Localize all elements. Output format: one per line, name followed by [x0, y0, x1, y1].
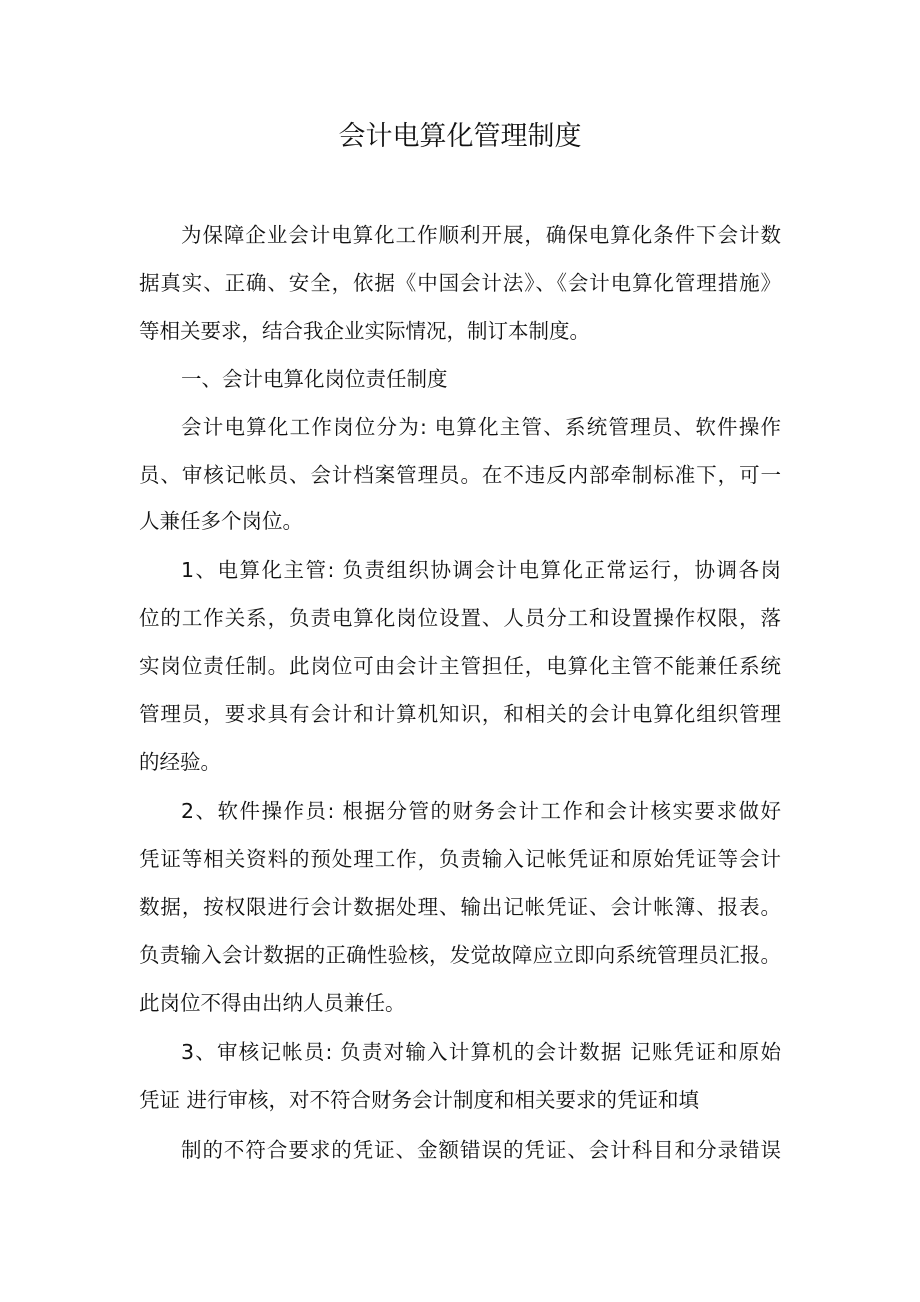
paragraph-line: 位的工作关系，负责电算化岗位设置、人员分工和设置操作权限，落 — [139, 606, 781, 630]
paragraph-line: 管理员，要求具有会计和计算机知识，和相关的会计电算化组织管理 — [139, 702, 781, 726]
paragraph-line: 实岗位责任制。此岗位可由会计主管担任，电算化主管不能兼任系统 — [139, 654, 781, 678]
paragraph-line: 2、软件操作员: 根据分管的财务会计工作和会计核实要求做好 — [181, 799, 781, 823]
paragraph-line: 凭证等相关资料的预处理工作，负责输入记帐凭证和原始凭证等会计 — [139, 847, 781, 871]
paragraph-line: 制的不符合要求的凭证、金额错误的凭证、会计科目和分录错误 — [181, 1138, 781, 1162]
paragraph-line: 负责输入会计数据的正确性验核，发觉故障应立即向系统管理员汇报。 — [139, 943, 781, 967]
paragraph-line: 的经验。 — [139, 750, 221, 774]
paragraph-line: 1、电算化主管: 负责组织协调会计电算化正常运行，协调各岗 — [181, 558, 781, 582]
paragraph-line: 会计电算化工作岗位分为: 电算化主管、系统管理员、软件操作 — [181, 415, 781, 439]
document-title: 会计电算化管理制度 — [338, 121, 582, 152]
paragraph-line: 3、审核记帐员: 负责对输入计算机的会计数据 记账凭证和原始 — [181, 1040, 781, 1064]
paragraph-line: 凭证 进行审核，对不符合财务会计制度和相关要求的凭证和填 — [139, 1088, 700, 1112]
paragraph-line: 一、会计电算化岗位责任制度 — [181, 367, 448, 391]
paragraph-line: 人兼任多个岗位。 — [139, 509, 303, 533]
paragraph-line: 员、审核记帐员、会计档案管理员。在不违反内部牵制标准下，可一 — [139, 463, 781, 487]
paragraph-line: 等相关要求，结合我企业实际情况，制订本制度。 — [139, 319, 590, 343]
paragraph-line: 据真实、正确、安全，依据《中国会计法》、《会计电算化管理措施》 — [139, 271, 781, 295]
paragraph-line: 数据，按权限进行会计数据处理、输出记帐凭证、会计帐簿、报表。 — [139, 895, 781, 919]
paragraph-line: 此岗位不得由出纳人员兼任。 — [139, 991, 406, 1015]
paragraph-line: 为保障企业会计电算化工作顺利开展，确保电算化条件下会计数 — [181, 223, 781, 247]
